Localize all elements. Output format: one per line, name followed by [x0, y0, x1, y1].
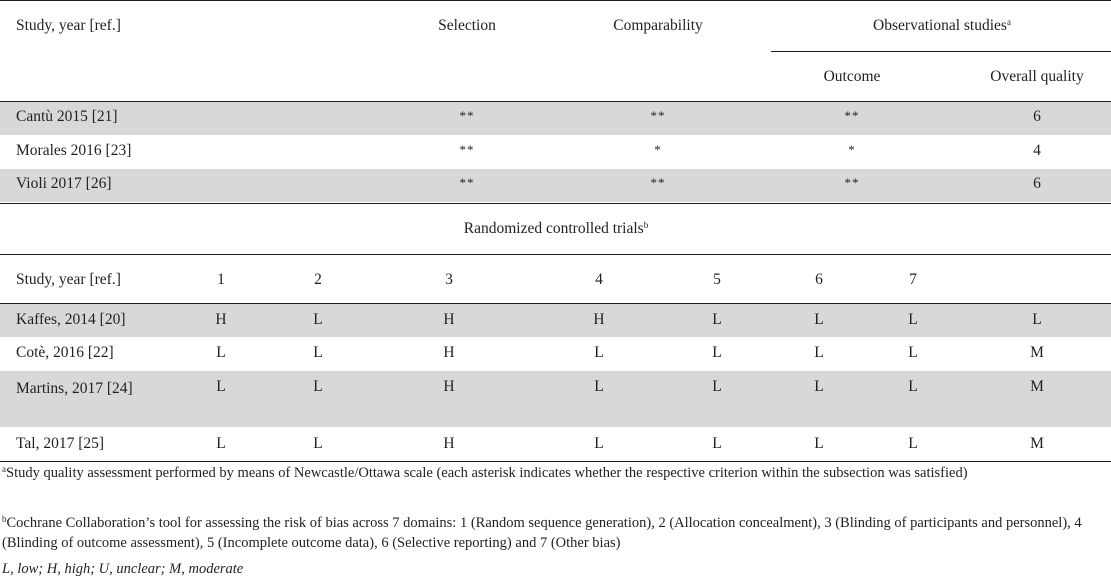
obs-header-outcome: Outcome: [823, 68, 881, 85]
rct-d3: H: [443, 435, 455, 452]
row-band: [0, 304, 1111, 337]
rct-d2: L: [313, 311, 323, 328]
rct-d4: L: [594, 378, 604, 395]
obs-comparability: **: [650, 175, 666, 190]
obs-selection: **: [459, 142, 475, 157]
rct-overall: M: [1030, 435, 1044, 452]
rct-header-d2: 2: [314, 271, 322, 288]
section-rule: [0, 203, 1111, 204]
obs-outcome: **: [844, 108, 860, 123]
rct-d1: L: [216, 435, 226, 452]
rct-overall: L: [1032, 311, 1042, 328]
rct-d2: L: [313, 378, 323, 395]
rct-d2: L: [313, 435, 323, 452]
rct-d3: H: [443, 378, 455, 395]
rct-d4: L: [594, 435, 604, 452]
obs-outcome: *: [848, 142, 856, 157]
obs-header-selection: Selection: [438, 17, 496, 34]
rct-d7: L: [908, 344, 918, 361]
abbreviation-legend: L, low; H, high; U, unclear; M, moderate: [2, 561, 244, 577]
obs-selection: **: [459, 175, 475, 190]
rct-study: Tal, 2017 [25]: [16, 435, 105, 452]
obs-outcome: **: [844, 175, 860, 190]
rct-d1: L: [216, 378, 226, 395]
footnote-a: $^a$Study quality assessment performed by means of Newcastle/Ottawa scale (each asterisk indicates whether the respective criterion within the subsection was satisfied): [2, 464, 968, 481]
obs-study: Cantù 2015 [21]: [16, 108, 118, 125]
footnote-b: $^b$Cochrane Collaboration’s tool for assessing the risk of bias across 7 domains: 1 (Random sequence generation), 2 (Allocation concealment), 3 (Blinding of participants and personnel), 4 (Blinding of outcome assessment), 5 (Incomplete outcome data), 6 (Selective reporting) and 7 (Other bias): [2, 514, 1082, 551]
rct-d5: L: [712, 344, 722, 361]
row-band: [0, 102, 1111, 135]
rct-d7: L: [908, 435, 918, 452]
bottom-rule: [0, 461, 1111, 462]
rct-d5: L: [712, 378, 722, 395]
rct-study: Kaffes, 2014 [20]: [16, 311, 126, 328]
rct-header-d1: 1: [217, 271, 225, 288]
rct-d7: L: [908, 311, 918, 328]
rct-d6: L: [814, 311, 824, 328]
rct-d3: H: [443, 344, 455, 361]
rct-header-d4: 4: [595, 271, 603, 288]
rct-d1: H: [215, 311, 227, 328]
rct-header-study: Study, year [ref.]: [16, 271, 121, 288]
rct-d4: H: [593, 311, 605, 328]
obs-selection: **: [459, 108, 475, 123]
rct-overall: M: [1030, 344, 1044, 361]
obs-header-study: Study, year [ref.]: [16, 17, 121, 34]
rct-d3: H: [443, 311, 455, 328]
rct-d6: L: [814, 435, 824, 452]
obs-header-overall: Overall quality: [990, 68, 1084, 85]
rct-d5: L: [712, 311, 722, 328]
obs-header-group: Observational studies$^a$: [873, 17, 1011, 34]
rct-header-d7: 7: [909, 271, 917, 288]
obs-overall: 6: [1033, 175, 1041, 192]
rct-header-d5: 5: [713, 271, 721, 288]
rct-d4: L: [594, 344, 604, 361]
obs-study: Morales 2016 [23]: [16, 142, 132, 159]
obs-overall: 6: [1033, 108, 1041, 125]
rct-title-rule: [0, 254, 1111, 255]
obs-study: Violi 2017 [26]: [16, 175, 112, 192]
rct-d5: L: [712, 435, 722, 452]
row-band: [0, 371, 1111, 427]
rct-overall: M: [1030, 378, 1044, 395]
row-band: [0, 169, 1111, 202]
obs-header-comparability: Comparability: [613, 17, 703, 34]
obs-overall: 4: [1033, 142, 1041, 159]
rct-d7: L: [908, 378, 918, 395]
rct-header-d3: 3: [445, 271, 453, 288]
rct-header-d6: 6: [815, 271, 823, 288]
rct-title: Randomized controlled trials$^b$: [463, 220, 649, 237]
rct-d6: L: [814, 344, 824, 361]
rct-d1: L: [216, 344, 226, 361]
rct-d6: L: [814, 378, 824, 395]
group-underline: [771, 51, 1111, 52]
obs-comparability: **: [650, 108, 666, 123]
rct-study: Martins, 2017 [24]: [16, 380, 133, 397]
obs-comparability: *: [654, 142, 662, 157]
rct-study: Cotè, 2016 [22]: [16, 344, 114, 361]
top-rule: [0, 0, 1111, 1]
rct-d2: L: [313, 344, 323, 361]
